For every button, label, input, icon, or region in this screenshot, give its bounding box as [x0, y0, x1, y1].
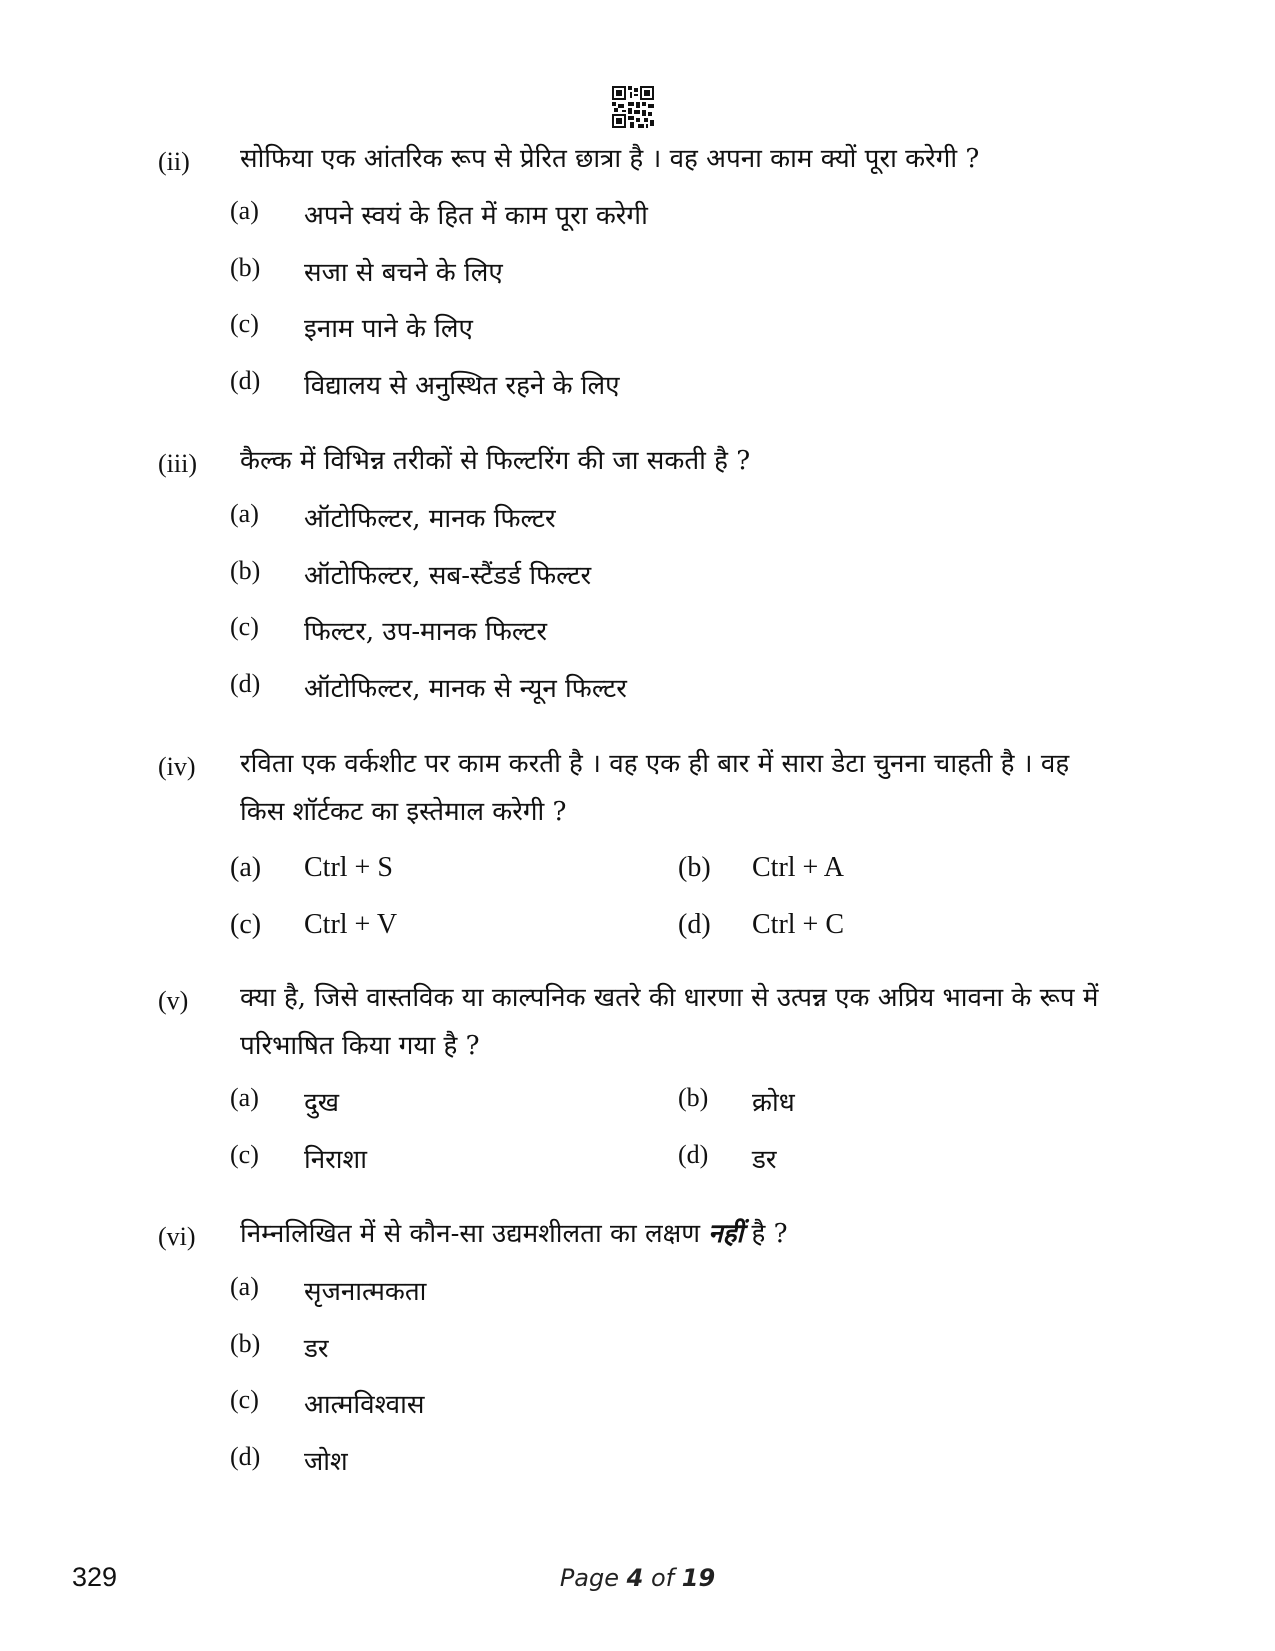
option-text: निराशा: [304, 1145, 367, 1175]
option-label: (a): [230, 852, 262, 883]
question-text-before: निम्नलिखित में से कौन-सा उद्यमशीलता का लक्षण: [240, 1219, 701, 1249]
question-text: क्या है, जिसे वास्तविक या काल्पनिक खतरे की धारणा से उत्पन्न एक अप्रिय भावना के रूप में परिभाषित किया गया है ?: [240, 983, 1099, 1061]
option-text: विद्यालय से अनुस्थित रहने के लिए: [304, 371, 620, 401]
option-text: ऑटोफिल्टर, मानक से न्यून फिल्टर: [304, 674, 627, 704]
page-of: of: [650, 1564, 675, 1592]
option-text: अपने स्वयं के हित में काम पूरा करेगी: [304, 201, 648, 231]
question-text: कैल्क में विभिन्न तरीकों से फिल्टरिंग की जा सकती है ?: [240, 446, 751, 476]
option-label: (a): [230, 1272, 259, 1301]
option-text: Ctrl + A: [752, 852, 845, 883]
option-text: फिल्टर, उप-मानक फिल्टर: [304, 617, 547, 647]
option-label: (d): [678, 1140, 709, 1169]
question-number: (iii): [158, 449, 197, 478]
option-text: डर: [304, 1334, 329, 1364]
option-text: Ctrl + V: [304, 909, 398, 940]
page-total: 19: [681, 1564, 716, 1592]
option-label: (c): [230, 1140, 259, 1169]
option-text: दुख: [304, 1088, 340, 1118]
option-text: ऑटोफिल्टर, मानक फिल्टर: [304, 504, 556, 534]
option-label: (b): [230, 253, 261, 282]
option-label: (b): [230, 1329, 261, 1358]
option-label: (c): [230, 1385, 259, 1414]
option-text: Ctrl + S: [304, 852, 393, 883]
option-label: (d): [678, 909, 711, 940]
option-text: क्रोध: [752, 1088, 795, 1118]
question-text: [240, 1210, 1170, 1258]
option-label: (d): [230, 1442, 261, 1471]
question-number: (vi): [158, 1222, 196, 1251]
option-label: (d): [230, 366, 261, 395]
option-label: (a): [230, 499, 259, 528]
page-current: 4: [626, 1564, 644, 1592]
question-text-after: है ?: [751, 1219, 788, 1249]
option-label: (c): [230, 612, 259, 641]
option-label: (b): [678, 852, 711, 883]
page-prefix: Page: [559, 1564, 619, 1592]
option-label: (d): [230, 669, 261, 698]
option-label: (c): [230, 909, 262, 940]
question-text: सोफिया एक आंतरिक रूप से प्रेरित छात्रा है । वह अपना काम क्यों पूरा करेगी ?: [240, 144, 980, 174]
option-text: जोश: [304, 1447, 348, 1477]
question-number: (iv): [158, 752, 196, 781]
question-number: (v): [158, 986, 189, 1015]
question-number: (ii): [158, 147, 190, 176]
option-label: (a): [230, 1083, 259, 1112]
page-number: [0, 1564, 1275, 1592]
option-label: (c): [230, 309, 259, 338]
option-label: (b): [230, 556, 261, 585]
option-label: (a): [230, 196, 259, 225]
option-text: डर: [752, 1145, 777, 1175]
option-text: सृजनात्मकता: [304, 1277, 427, 1307]
question-text: रविता एक वर्कशीट पर काम करती है । वह एक ही बार में सारा डेटा चुनना चाहती है । वह किस शॉर्टकट का इस्तेमाल करेगी ?: [240, 749, 1070, 827]
option-text: इनाम पाने के लिए: [304, 314, 473, 344]
option-text: Ctrl + C: [752, 909, 845, 940]
option-text: आत्मविश्वास: [304, 1390, 425, 1420]
option-label: (b): [678, 1083, 709, 1112]
qr-code-icon: [612, 86, 654, 128]
option-text: ऑटोफिल्टर, सब-स्टैंडर्ड फिल्टर: [304, 561, 592, 591]
question-text-emphasis: नहीं: [708, 1219, 744, 1249]
paper-code: 329: [72, 1562, 118, 1592]
option-text: सजा से बचने के लिए: [304, 258, 503, 288]
